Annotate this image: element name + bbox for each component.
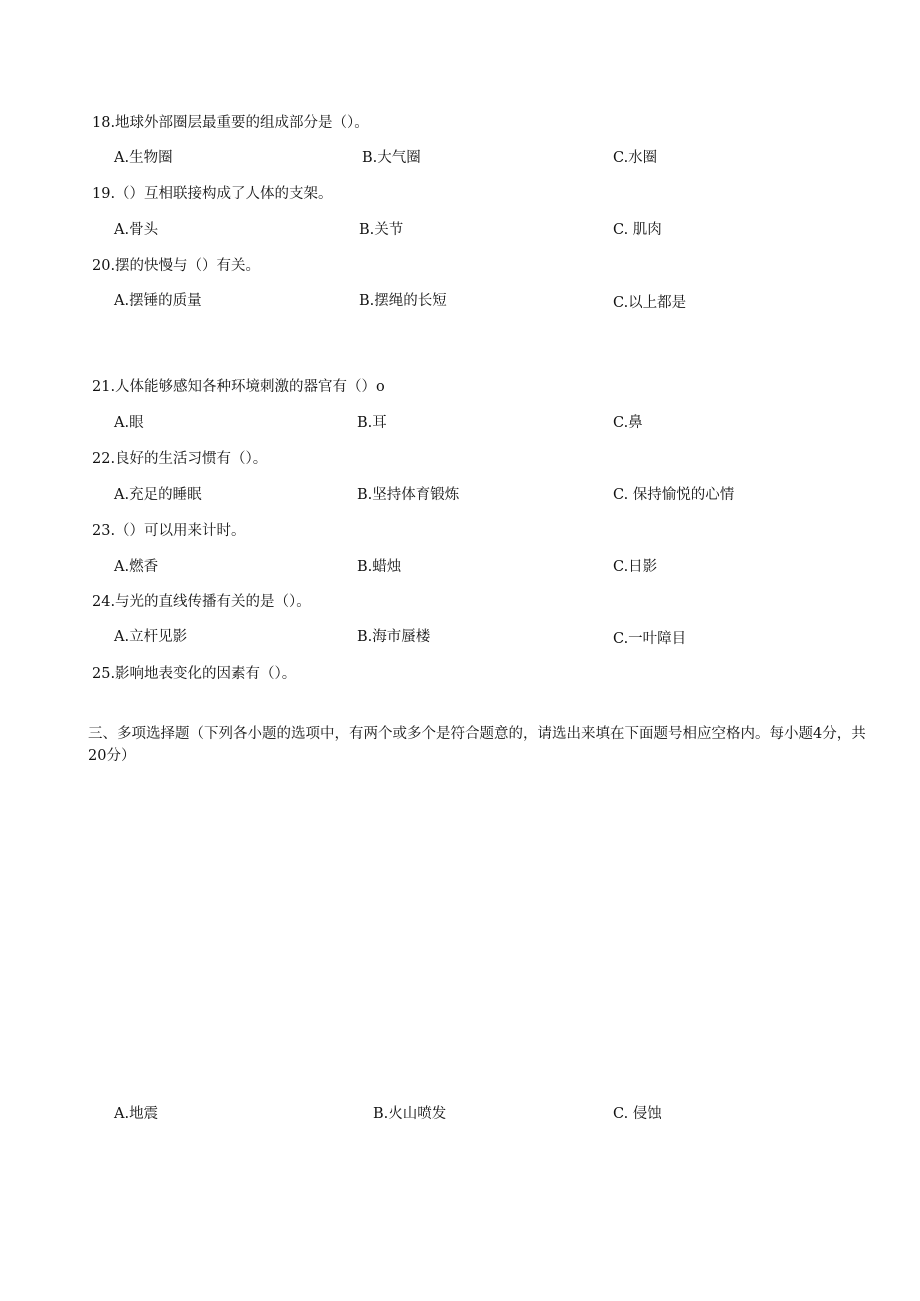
question-18-option-c: C.水圈: [613, 150, 658, 166]
question-19-stem: 19.（）互相联接构成了人体的支架。: [92, 186, 333, 202]
question-23-option-b: B.蜡烛: [357, 559, 402, 575]
section-3-heading: 三、多项选择题（下列各小题的选项中，有两个或多个是符合题意的，请选出来填在下面题号相应空格内。每小题4分，共20分）: [88, 726, 866, 764]
question-21-option-a: A.眼: [114, 415, 144, 431]
question-23-option-a: A.燃香: [114, 559, 159, 575]
question-22-option-b: B.坚持体育锻炼: [357, 487, 460, 503]
question-19-option-c: C. 肌肉: [613, 222, 662, 238]
question-19-option-a: A.骨头: [114, 222, 159, 238]
question-20-stem: 20.摆的快慢与（）有关。: [92, 258, 261, 274]
question-21-option-b: B.耳: [357, 415, 387, 431]
question-25-stem: 25.影响地表变化的因素有（）。: [92, 666, 297, 682]
question-22-option-c: C. 保持愉悦的心情: [613, 487, 735, 503]
question-23-stem: 23.（）可以用来计时。: [92, 523, 246, 539]
question-21-stem: 21.人体能够感知各种环境刺激的器官有（）o: [92, 379, 385, 395]
question-20-option-c: C.以上都是: [613, 295, 687, 311]
question-25-option-a: A.地震: [114, 1106, 159, 1122]
question-19-option-b: B.关节: [359, 222, 404, 238]
question-18-option-a: A.生物圈: [114, 150, 173, 166]
question-24-option-c: C.一叶障目: [613, 631, 687, 647]
question-18-stem: 18.地球外部圈层最重要的组成部分是（）。: [92, 115, 369, 131]
question-24-option-b: B.海市蜃楼: [357, 629, 431, 645]
question-23-option-c: C.日影: [613, 559, 658, 575]
question-22-option-a: A.充足的睡眠: [114, 487, 202, 503]
question-25-option-c: C. 侵蚀: [613, 1106, 662, 1122]
question-24-stem: 24.与光的直线传播有关的是（）。: [92, 594, 311, 610]
question-21-option-c: C.鼻: [613, 415, 643, 431]
question-18-option-b: B.大气圈: [362, 150, 421, 166]
question-20-option-b: B.摆绳的长短: [359, 293, 447, 309]
question-24-option-a: A.立杆见影: [114, 629, 188, 645]
question-20-option-a: A.摆锤的质量: [114, 293, 202, 309]
question-25-option-b: B.火山喷发: [373, 1106, 447, 1122]
question-22-stem: 22.良好的生活习惯有（）。: [92, 451, 268, 467]
